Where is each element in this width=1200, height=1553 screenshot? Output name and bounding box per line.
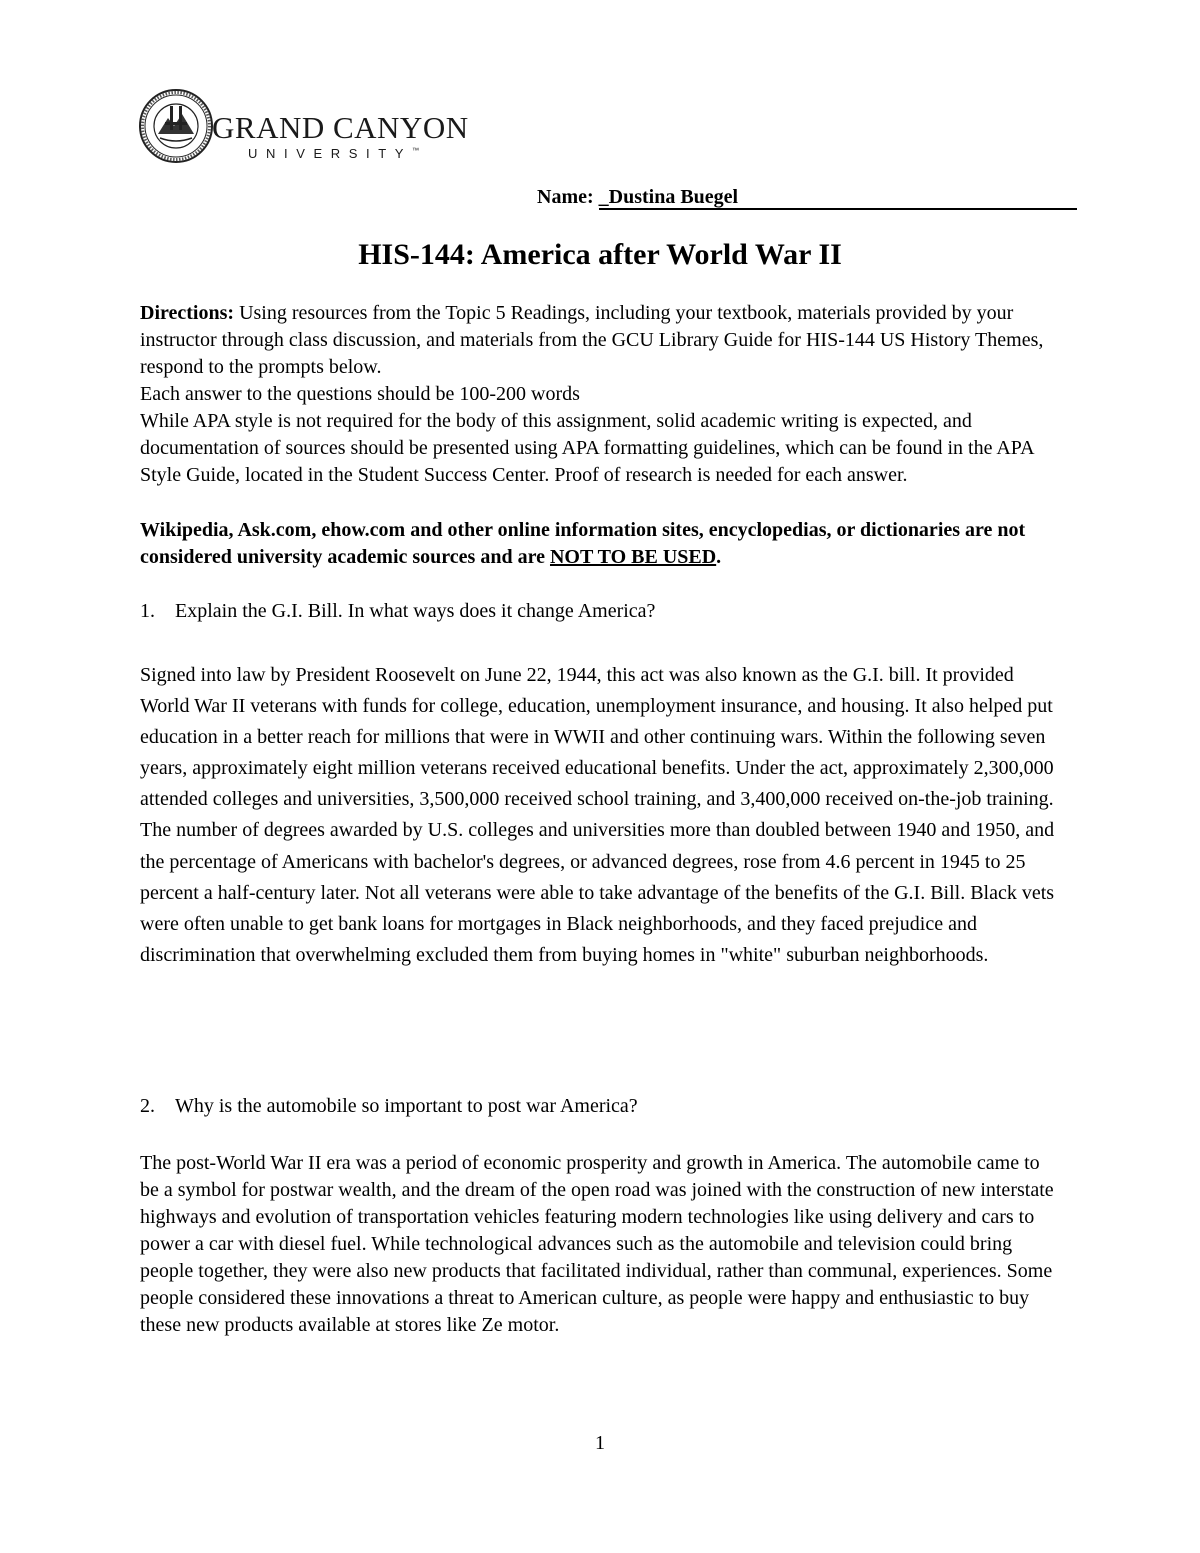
page-title: HIS-144: America after World War II	[358, 238, 842, 271]
apa-instruction: While APA style is not required for the body of this assignment, solid academic writing is expected, and documentation of sources should be presented using APA formatting guidelines, which can be found in the APA Style Guide, located in the Student Success Center. Proof of research is needed for each answer.	[140, 410, 1034, 486]
gcu-logo	[138, 88, 469, 164]
warning-emphasis: NOT TO BE USED	[549, 546, 717, 568]
question-number: 1.	[140, 600, 155, 622]
name-value: _Dustina Buegel	[599, 186, 1077, 210]
name-label: Name:	[537, 186, 599, 208]
directions-text: Using resources from the Topic 5 Readings, including your textbook, materials provided by your instructor through class discussion, and materials from the GCU Library Guide for HIS-144 US History Themes, respond to the prompts below.	[140, 302, 1044, 378]
directions-paragraph	[140, 300, 1060, 381]
student-name-line	[537, 186, 1077, 210]
question-2	[140, 1095, 638, 1118]
logo-subtitle	[248, 146, 419, 161]
question-prompt: Why is the automobile so important to post war America?	[175, 1095, 638, 1117]
page-number: 1	[595, 1432, 605, 1454]
logo-subtitle-text: UNIVERSITY	[248, 146, 413, 161]
sources-warning	[140, 517, 1060, 571]
word-count-instruction: Each answer to the questions should be 100-200 words	[140, 383, 580, 405]
university-seal-icon	[138, 88, 214, 164]
warning-text: Wikipedia, Ask.com, ehow.com and other online information sites, encyclopedias, or dictionaries are not considered university academic sources and are	[140, 519, 1026, 568]
warning-end: .	[716, 546, 722, 568]
question-number: 2.	[140, 1095, 155, 1117]
question-1	[140, 600, 655, 623]
directions-label: Directions:	[140, 302, 235, 324]
question-prompt: Explain the G.I. Bill. In what ways does it change America?	[175, 600, 656, 622]
logo-wordmark: GRAND CANYON	[212, 110, 469, 145]
answer-2: The post-World War II era was a period of economic prosperity and growth in America. The automobile came to be a symbol for postwar wealth, and the dream of the open road was joined with the construction of new interstate highways and evolution of transportation vehicles featuring modern technologies like using delivery and cars to power a car with diesel fuel. While technological advances such as the automobile and television could bring people together, they were also new products that facilitated individual, rather than communal, experiences. Some people considered these innovations a threat to American culture, as people were happy and enthusiastic to buy these new products available at stores like Ze motor.	[140, 1152, 1054, 1336]
answer-1: Signed into law by President Roosevelt on June 22, 1944, this act was also known as the G.I. bill. It provided World War II veterans with funds for college, education, unemployment insurance, and housing. It also helped put education in a better reach for millions that were in WWII and other continuing wars. Within the following seven years, approximately eight million veterans received educational benefits. Under the act, approximately 2,300,000 attended colleges and universities, 3,500,000 received school training, and 3,400,000 received on-the-job training. The number of degrees awarded by U.S. colleges and universities more than doubled between 1940 and 1950, and the percentage of Americans with bachelor's degrees, or advanced degrees, rose from 4.6 percent in 1945 to 25 percent a half-century later. Not all veterans were able to take advantage of the benefits of the G.I. Bill. Black vets were often unable to get bank loans for mortgages in Black neighborhoods, and they faced prejudice and discrimination that overwhelming excluded them from buying homes in "white" suburban neighborhoods.	[140, 664, 1055, 966]
logo-trademark: ™	[412, 147, 420, 155]
directions-section	[140, 300, 1060, 489]
